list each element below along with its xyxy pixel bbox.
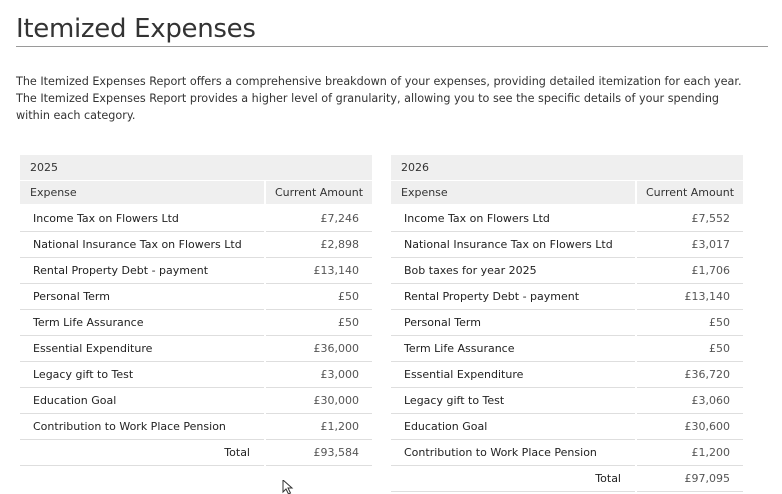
table-row xyxy=(20,205,372,231)
expense-amount: £3,000 xyxy=(265,361,372,387)
expense-name: National Insurance Tax on Flowers Ltd xyxy=(391,231,636,257)
expense-name: Education Goal xyxy=(20,387,265,413)
table-row xyxy=(391,439,743,465)
expense-amount: £13,140 xyxy=(265,257,372,283)
expense-name: Education Goal xyxy=(391,413,636,439)
expense-name: Rental Property Debt - payment xyxy=(20,257,265,283)
table-row xyxy=(20,309,372,335)
table-row xyxy=(20,413,372,439)
expense-amount: £3,060 xyxy=(636,387,743,413)
expense-name: Income Tax on Flowers Ltd xyxy=(391,205,636,231)
expense-name: Personal Term xyxy=(391,309,636,335)
year-label: 2025 xyxy=(20,155,372,180)
table-row xyxy=(391,413,743,439)
year-header-row xyxy=(391,155,743,180)
expense-amount: £1,706 xyxy=(636,257,743,283)
column-header-row xyxy=(20,180,372,205)
mouse-cursor-icon xyxy=(282,480,296,494)
expense-name: Bob taxes for year 2025 xyxy=(391,257,636,283)
table-row xyxy=(391,205,743,231)
column-header-expense: Expense xyxy=(20,180,265,205)
expense-amount: £30,600 xyxy=(636,413,743,439)
expense-name: Term Life Assurance xyxy=(20,309,265,335)
expense-amount: £50 xyxy=(265,283,372,309)
column-header-row xyxy=(391,180,743,205)
table-row xyxy=(20,335,372,361)
title-divider xyxy=(16,46,768,47)
table-row xyxy=(20,387,372,413)
year-header-row xyxy=(20,155,372,180)
expense-name: Contribution to Work Place Pension xyxy=(20,413,265,439)
intro-text: The Itemized Expenses Report offers a comprehensive breakdown of your expenses, providing detailed itemization for each year. The Itemized Expenses Report provides a higher level of granularity, allowing you to see the specific details of your spending within each category. xyxy=(16,75,742,122)
expense-amount: £50 xyxy=(636,335,743,361)
page-title: Itemized Expenses xyxy=(16,14,256,44)
table-row xyxy=(391,361,743,387)
table-row xyxy=(20,283,372,309)
table-row xyxy=(391,387,743,413)
expense-name: Personal Term xyxy=(20,283,265,309)
table-row xyxy=(391,231,743,257)
table-row xyxy=(391,283,743,309)
expense-amount: £36,720 xyxy=(636,361,743,387)
expense-amount: £50 xyxy=(636,309,743,335)
total-label: Total xyxy=(391,465,636,491)
expense-amount: £13,140 xyxy=(636,283,743,309)
expense-name: Contribution to Work Place Pension xyxy=(391,439,636,465)
expense-name: Term Life Assurance xyxy=(391,335,636,361)
expense-name: Income Tax on Flowers Ltd xyxy=(20,205,265,231)
table-row xyxy=(20,361,372,387)
expense-name: Legacy gift to Test xyxy=(391,387,636,413)
table-row xyxy=(20,257,372,283)
total-amount: £97,095 xyxy=(636,465,743,491)
total-label: Total xyxy=(20,439,265,465)
column-header-amount: Current Amount xyxy=(636,180,743,205)
expense-amount: £36,000 xyxy=(265,335,372,361)
table-row xyxy=(391,335,743,361)
expense-amount: £2,898 xyxy=(265,231,372,257)
expense-amount: £30,000 xyxy=(265,387,372,413)
expense-name: Essential Expenditure xyxy=(391,361,636,387)
total-row xyxy=(20,439,372,465)
expense-amount: £50 xyxy=(265,309,372,335)
expense-name: Rental Property Debt - payment xyxy=(391,283,636,309)
total-amount: £93,584 xyxy=(265,439,372,465)
year-label: 2026 xyxy=(391,155,743,180)
expense-name: Essential Expenditure xyxy=(20,335,265,361)
expenses-table-2025 xyxy=(20,155,372,466)
expense-amount: £7,552 xyxy=(636,205,743,231)
table-row xyxy=(20,231,372,257)
table-row xyxy=(391,309,743,335)
column-header-expense: Expense xyxy=(391,180,636,205)
expense-name: Legacy gift to Test xyxy=(20,361,265,387)
expense-name: National Insurance Tax on Flowers Ltd xyxy=(20,231,265,257)
table-row xyxy=(391,257,743,283)
expense-amount: £1,200 xyxy=(636,439,743,465)
expenses-table-2026 xyxy=(391,155,743,492)
expense-amount: £1,200 xyxy=(265,413,372,439)
total-row xyxy=(391,465,743,491)
column-header-amount: Current Amount xyxy=(265,180,372,205)
expense-amount: £3,017 xyxy=(636,231,743,257)
expense-amount: £7,246 xyxy=(265,205,372,231)
